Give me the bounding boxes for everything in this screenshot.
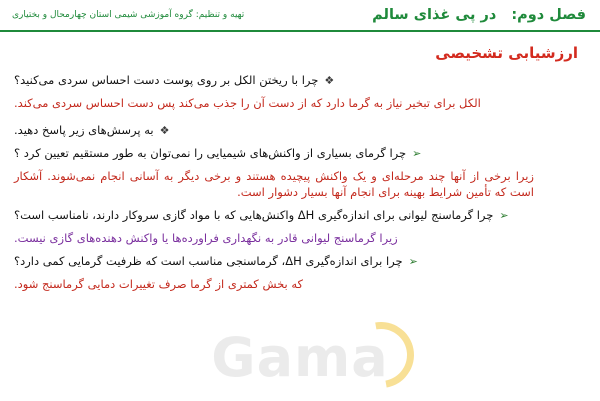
diamond-bullet-icon: ❖ bbox=[324, 74, 335, 87]
arc-shape-icon bbox=[335, 309, 427, 401]
page-title: ارزشیابی تشخیصی bbox=[435, 44, 578, 62]
blank-bullet-icon bbox=[487, 95, 497, 112]
list-item bbox=[14, 145, 584, 162]
answer-text: که بخش کمتری از گرما صرف تغییرات دمایی گرماسنج شود. bbox=[14, 276, 304, 291]
slide-content bbox=[0, 38, 600, 299]
list-item bbox=[14, 95, 584, 112]
answer-text: الکل برای تبخیر نیاز به گرما دارد که از دست آن را جذب می‌کند پس دست احساس سردی می‌کند. bbox=[14, 95, 481, 110]
instruction-text: به پرسش‌های زیر پاسخ دهید. bbox=[14, 122, 154, 137]
list-item bbox=[14, 168, 584, 201]
header-credit: تهیه و تنظیم: گروه آموزشی شیمی استان چهارمحال و بختیاری bbox=[12, 10, 245, 20]
answer-text: زیرا گرماسنج لیوانی قادر به نگهداری فراورده‌ها یا واکنش دهنده‌های گازی نیست. bbox=[14, 231, 398, 246]
header-divider bbox=[0, 30, 600, 32]
list-item bbox=[14, 230, 584, 247]
arrow-bullet-icon: ➢ bbox=[499, 209, 509, 223]
list-item bbox=[14, 122, 584, 139]
chapter-label: فصل دوم: bbox=[511, 7, 586, 23]
list-item bbox=[14, 276, 584, 293]
watermark bbox=[150, 318, 450, 394]
question-text: چرا گرماسنج لیوانی برای اندازه‌گیری ΔH واکنش‌هایی که با مواد گازی سروکار دارند، نامناسب است؟ bbox=[14, 208, 494, 223]
chapter-title: در پی غذای سالم bbox=[372, 7, 497, 23]
blank-bullet-icon bbox=[540, 168, 549, 185]
arrow-bullet-icon: ➢ bbox=[412, 146, 422, 160]
list-item bbox=[14, 253, 584, 270]
blank-bullet-icon bbox=[404, 230, 413, 247]
question-text: چرا با ریختن الکل بر روی پوست دست احساس سردی می‌کنید؟ bbox=[14, 73, 319, 87]
list-item bbox=[14, 207, 584, 224]
arrow-bullet-icon: ➢ bbox=[408, 254, 418, 268]
list-item bbox=[14, 72, 584, 89]
answer-text: زیرا برخی از آنها چند مرحله‌ای و یک واکنش پیچیده هستند و برخی دیگر به آسانی انجام نمی‌شوند. آشکار است که تأمین شرایط بهینه برای انجام آنها بسیار دشوار است. bbox=[14, 168, 534, 200]
page-header bbox=[0, 0, 600, 30]
question-text: چرا برای اندازه‌گیری ΔH، گرماسنجی مناسب است که ظرفیت گرمایی کمی دارد؟ bbox=[14, 253, 403, 268]
watermark-text: Gama bbox=[211, 326, 389, 389]
question-text: چرا گرمای بسیاری از واکنش‌های شیمیایی را نمی‌توان به طور مستقیم تعیین کرد ؟ bbox=[14, 145, 407, 160]
blank-bullet-icon bbox=[309, 276, 318, 293]
header-title bbox=[372, 7, 586, 23]
diamond-bullet-icon: ❖ bbox=[159, 123, 170, 137]
